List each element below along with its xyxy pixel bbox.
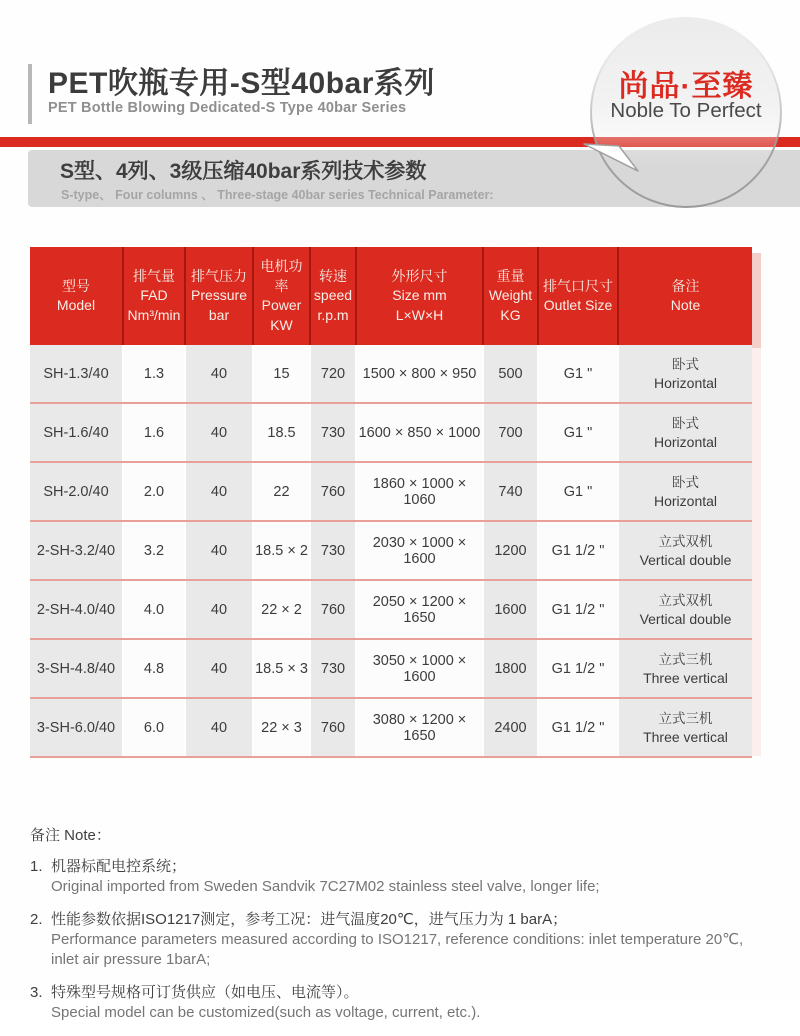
table-row (30, 403, 752, 462)
cell-pressure: 40 (185, 639, 253, 698)
cell-speed: 730 (310, 403, 356, 462)
cell-note (618, 639, 752, 698)
column-header-note (618, 247, 752, 345)
column-header-line: 电机功率 (260, 258, 303, 294)
section-title: S型、4列、3级压缩40bar系列技术参数 (60, 160, 427, 183)
note-en: Vertical double (639, 610, 732, 627)
page-subtitle: PET Bottle Blowing Dedicated-S Type 40bar Series (48, 100, 407, 116)
table-row (30, 698, 752, 757)
cell-note (618, 521, 752, 580)
badge-title: 尚品·至臻 (618, 70, 754, 103)
note-en: Horizontal (653, 374, 718, 391)
column-header-line: 重量 (496, 267, 525, 284)
column-header-line: bar (208, 306, 230, 323)
cell-pressure: 40 (185, 403, 253, 462)
notes-heading: 备注 Note： (30, 827, 111, 844)
cell-note (618, 462, 752, 521)
cell-fad: 3.2 (123, 521, 185, 580)
cell-size: 1500 × 800 × 950 (356, 345, 483, 403)
cell-fad: 2.0 (123, 462, 185, 521)
cell-fad: 1.6 (123, 403, 185, 462)
column-header-line: L×W×H (395, 306, 444, 323)
cell-model: 2-SH-3.2/40 (30, 521, 123, 580)
badge-subtitle: Noble To Perfect (610, 99, 762, 122)
cell-fad: 4.8 (123, 639, 185, 698)
note-item (30, 910, 768, 970)
note-en: Three vertical (643, 728, 728, 745)
column-header-pressure (185, 247, 253, 345)
note-text-cn: 特殊型号规格可订货供应（如电压、电流等）。 (51, 984, 359, 1001)
cell-pressure: 40 (185, 521, 253, 580)
column-header-line: 转速 (319, 267, 347, 284)
cell-note (618, 580, 752, 639)
cell-weight: 1600 (483, 580, 538, 639)
column-header-line: 排气口尺寸 (543, 277, 613, 294)
brand-badge (580, 12, 800, 217)
note-en: Three vertical (643, 669, 728, 686)
column-header-line: KW (270, 316, 293, 333)
note-number: 1. (30, 858, 43, 875)
column-header-line: Power (261, 297, 302, 313)
column-header-weight (483, 247, 538, 345)
note-text-cn: 机器标配电控系统； (51, 858, 187, 875)
cell-pressure: 40 (185, 345, 253, 403)
cell-weight: 1800 (483, 639, 538, 698)
column-header-line: speed (313, 287, 353, 304)
table-row (30, 580, 752, 639)
spec-table-head (30, 247, 752, 345)
cell-outlet: G1 1/2 " (538, 580, 618, 639)
cell-outlet: G1 " (538, 345, 618, 403)
column-header-line: 外形尺寸 (391, 267, 448, 284)
note-number: 3. (30, 984, 43, 1001)
cell-model: SH-1.3/40 (30, 345, 123, 403)
cell-speed: 730 (310, 639, 356, 698)
note-cn: 卧式 (672, 356, 699, 372)
cell-weight: 700 (483, 403, 538, 462)
note-cn: 立式三机 (658, 651, 713, 667)
table-row (30, 521, 752, 580)
cell-weight: 740 (483, 462, 538, 521)
cell-power: 18.5 (253, 403, 310, 462)
cell-outlet: G1 " (538, 403, 618, 462)
note-en: Horizontal (653, 433, 718, 450)
cell-speed: 760 (310, 462, 356, 521)
column-header-line: 型号 (62, 277, 90, 294)
cell-model: 3-SH-4.8/40 (30, 639, 123, 698)
note-number: 2. (30, 911, 43, 928)
column-header-line: KG (500, 306, 521, 323)
cell-size: 1600 × 850 × 1000 (356, 403, 483, 462)
cell-outlet: G1 1/2 " (538, 639, 618, 698)
table-row (30, 345, 752, 403)
cell-power: 22 × 2 (253, 580, 310, 639)
column-header-power (253, 247, 310, 345)
cell-fad: 4.0 (123, 580, 185, 639)
cell-weight: 500 (483, 345, 538, 403)
cell-outlet: G1 " (538, 462, 618, 521)
note-text-en: Original imported from Sweden Sandvik 7C27M02 stainless steel valve, longer life; (51, 878, 600, 895)
cell-power: 18.5 × 2 (253, 521, 310, 580)
column-header-outlet (538, 247, 618, 345)
table-body-shadow (752, 348, 761, 756)
column-header-line: Size mm (392, 287, 447, 304)
cell-model: 2-SH-4.0/40 (30, 580, 123, 639)
note-item (30, 857, 768, 897)
column-header-line: Weight (488, 287, 533, 304)
cell-note (618, 698, 752, 757)
cell-fad: 1.3 (123, 345, 185, 403)
note-cn: 立式三机 (658, 710, 713, 726)
title-left-rule (28, 64, 32, 124)
column-header-line: Note (670, 297, 701, 313)
cell-power: 15 (253, 345, 310, 403)
cell-pressure: 40 (185, 698, 253, 757)
cell-speed: 760 (310, 580, 356, 639)
notes-section (30, 824, 768, 1036)
cell-size: 3080 × 1200 × 1650 (356, 698, 483, 757)
cell-model: SH-1.6/40 (30, 403, 123, 462)
note-text-cn: 性能参数依据ISO1217测定，参考工况：进气温度20℃，进气压力为 1 barA； (51, 911, 568, 928)
column-header-model (30, 247, 123, 345)
table-row (30, 462, 752, 521)
cell-size: 3050 × 1000 × 1600 (356, 639, 483, 698)
note-cn: 立式双机 (658, 533, 713, 549)
cell-speed: 720 (310, 345, 356, 403)
column-header-line: 排气量 (133, 267, 175, 284)
cell-pressure: 40 (185, 580, 253, 639)
cell-pressure: 40 (185, 462, 253, 521)
cell-note (618, 403, 752, 462)
cell-power: 18.5 × 3 (253, 639, 310, 698)
cell-weight: 2400 (483, 698, 538, 757)
column-header-line: Nm³/min (127, 306, 181, 323)
cell-model: 3-SH-6.0/40 (30, 698, 123, 757)
note-cn: 卧式 (672, 415, 699, 431)
cell-speed: 730 (310, 521, 356, 580)
column-header-line: r.p.m (317, 306, 349, 323)
note-cn: 立式双机 (658, 592, 713, 608)
section-subtitle: S-type、 Four columns 、 Three-stage 40bar series Technical Parameter: (61, 188, 494, 202)
page-title: PET吹瓶专用-S型40bar系列 (48, 67, 435, 100)
column-header-line: Model (56, 297, 96, 313)
cell-power: 22 (253, 462, 310, 521)
note-text-en: Performance parameters measured according to ISO1217, reference conditions: inlet temperature 20℃, inlet air pressure 1barA; (51, 931, 744, 968)
spec-table-header-row (30, 247, 752, 345)
column-header-speed (310, 247, 356, 345)
note-item (30, 983, 768, 1023)
column-header-fad (123, 247, 185, 345)
cell-note (618, 345, 752, 403)
column-header-size (356, 247, 483, 345)
column-header-line: Outlet Size (543, 297, 613, 313)
cell-outlet: G1 1/2 " (538, 521, 618, 580)
cell-size: 2050 × 1200 × 1650 (356, 580, 483, 639)
note-en: Vertical double (639, 551, 732, 568)
note-cn: 卧式 (672, 474, 699, 490)
table-row (30, 639, 752, 698)
spec-table (30, 247, 752, 758)
cell-fad: 6.0 (123, 698, 185, 757)
cell-weight: 1200 (483, 521, 538, 580)
cell-outlet: G1 1/2 " (538, 698, 618, 757)
column-header-line: 排气压力 (191, 267, 247, 284)
column-header-line: 备注 (671, 277, 700, 294)
table-header-shadow (752, 253, 761, 348)
cell-size: 1860 × 1000 × 1060 (356, 462, 483, 521)
cell-speed: 760 (310, 698, 356, 757)
notes-list (30, 857, 768, 1023)
cell-size: 2030 × 1000 × 1600 (356, 521, 483, 580)
column-header-line: FAD (140, 287, 168, 304)
column-header-line: Pressure (190, 287, 248, 304)
cell-model: SH-2.0/40 (30, 462, 123, 521)
note-en: Horizontal (653, 492, 718, 509)
cell-power: 22 × 3 (253, 698, 310, 757)
note-text-en: Special model can be customized(such as voltage, current, etc.). (51, 1004, 481, 1021)
spec-table-body (30, 345, 752, 757)
